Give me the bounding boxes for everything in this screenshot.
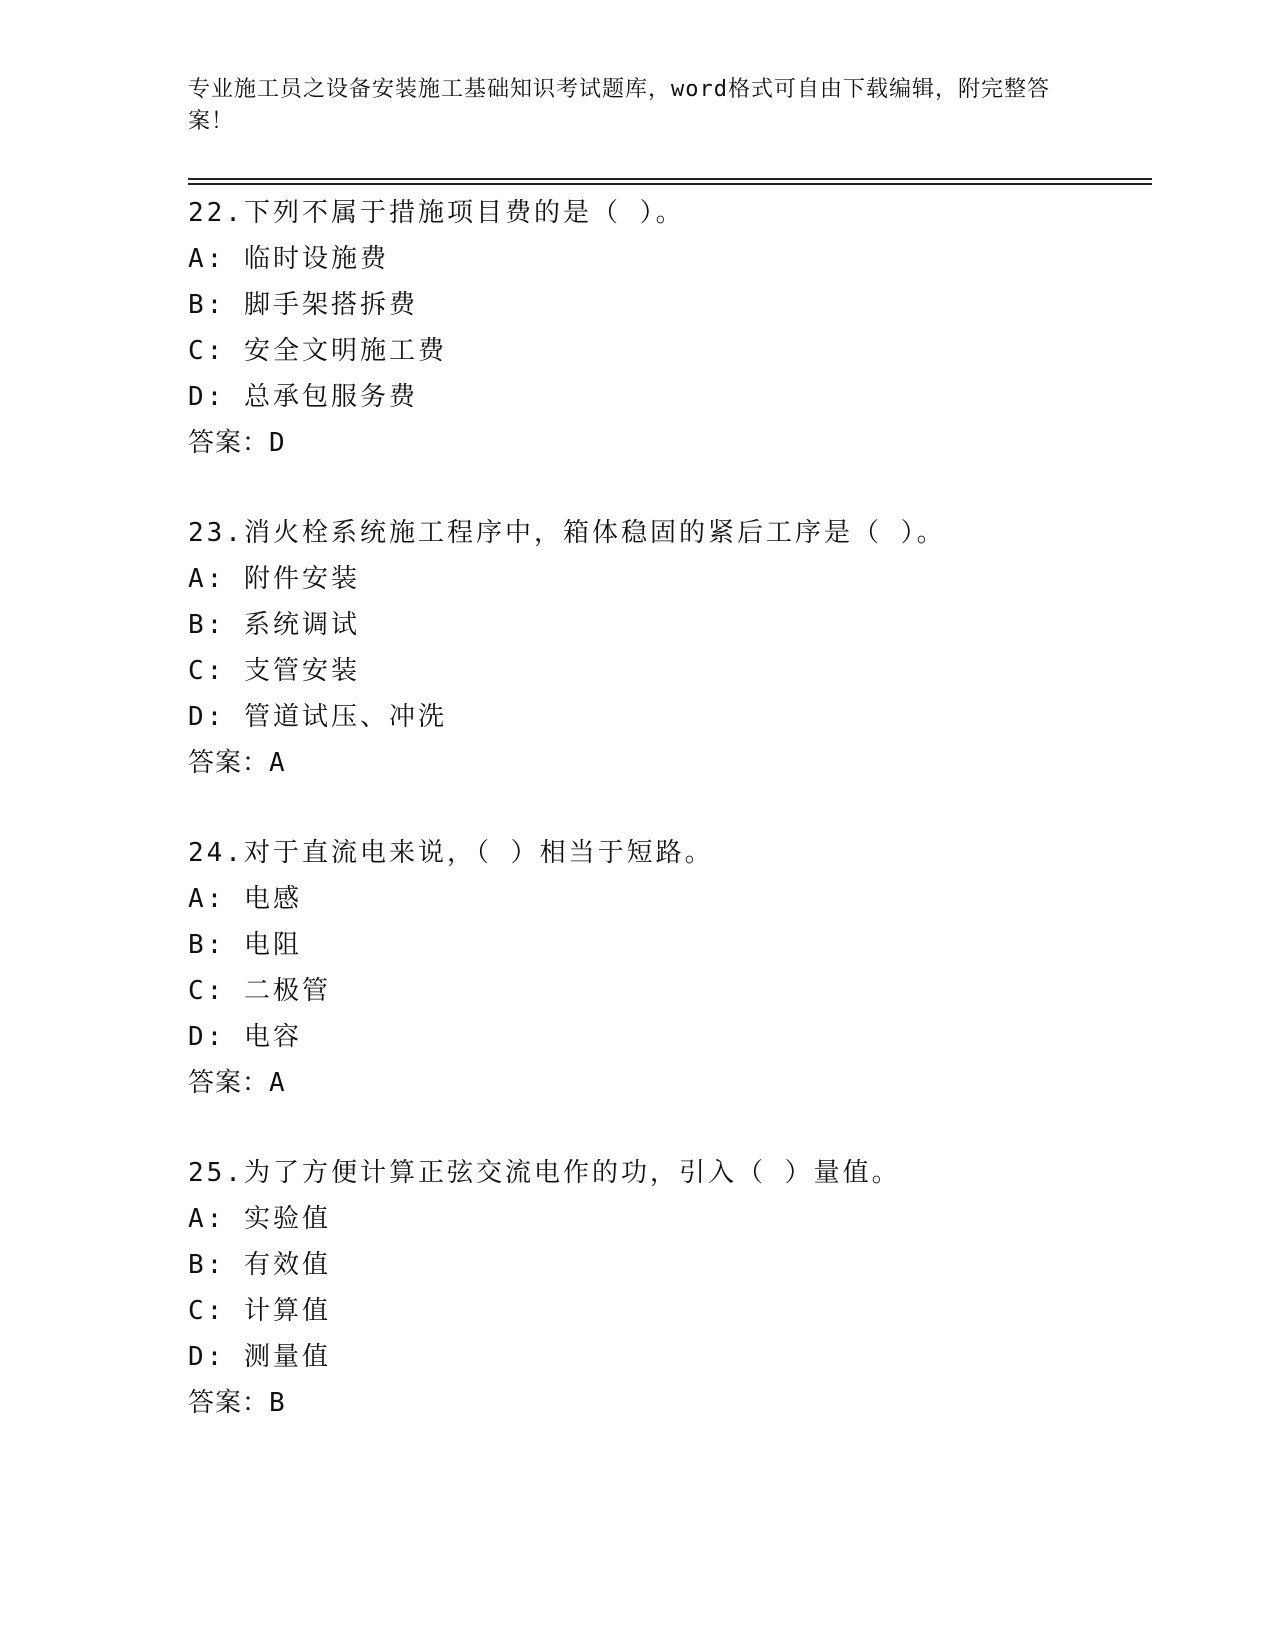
option-b: B: 脚手架搭拆费 xyxy=(188,290,418,320)
option-b: B: 有效值 xyxy=(188,1250,331,1280)
answer-label: 答案： xyxy=(188,1388,270,1418)
option-b: B: 电阻 xyxy=(188,930,302,960)
answer-line xyxy=(188,740,1152,786)
question-24 xyxy=(188,830,1152,1106)
answer-label: 答案： xyxy=(188,428,270,458)
question-stem: 22.下列不属于措施项目费的是（ ）。 xyxy=(188,198,685,228)
option-d: D: 总承包服务费 xyxy=(188,382,418,412)
answer-value: A xyxy=(269,1068,286,1098)
answer-label: 答案： xyxy=(188,1068,270,1098)
option-b: B: 系统调试 xyxy=(188,610,360,640)
option-d: D: 电容 xyxy=(188,1022,302,1052)
option-d: D: 管道试压、冲洗 xyxy=(188,702,447,732)
option-a: A: 附件安装 xyxy=(188,564,360,594)
answer-line xyxy=(188,1060,1152,1106)
header-rule-bottom xyxy=(188,183,1152,185)
option-a: A: 实验值 xyxy=(188,1204,331,1234)
answer-label: 答案： xyxy=(188,748,270,778)
answer-value: D xyxy=(269,428,286,458)
option-c: C: 支管安装 xyxy=(188,656,360,686)
question-list xyxy=(188,190,1152,1470)
option-a: A: 电感 xyxy=(188,884,302,914)
option-c: C: 二极管 xyxy=(188,976,331,1006)
header-rule-top xyxy=(188,178,1152,180)
question-25 xyxy=(188,1150,1152,1426)
question-stem: 24.对于直流电来说，（ ）相当于短路。 xyxy=(188,838,714,868)
question-stem: 23.消火栓系统施工程序中，箱体稳固的紧后工序是（ ）。 xyxy=(188,518,946,548)
question-stem: 25.为了方便计算正弦交流电作的功，引入（ ）量值。 xyxy=(188,1158,901,1188)
answer-line xyxy=(188,1380,1152,1426)
answer-value: A xyxy=(269,748,286,778)
header-note: 专业施工员之设备安装施工基础知识考试题库，word格式可自由下载编辑，附完整答案！ xyxy=(188,77,1050,134)
option-c: C: 计算值 xyxy=(188,1296,331,1326)
question-22 xyxy=(188,190,1152,466)
option-a: A: 临时设施费 xyxy=(188,244,389,274)
answer-value: B xyxy=(269,1388,286,1418)
option-c: C: 安全文明施工费 xyxy=(188,336,447,366)
option-d: D: 测量值 xyxy=(188,1342,331,1372)
answer-line xyxy=(188,420,1152,466)
question-23 xyxy=(188,510,1152,786)
